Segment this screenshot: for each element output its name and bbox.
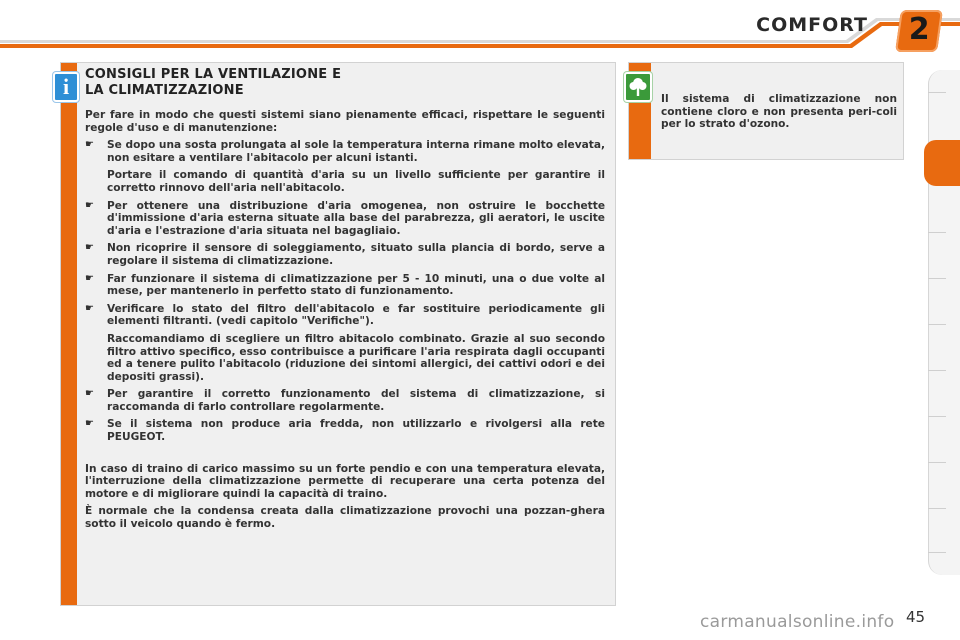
- tree-icon: [624, 72, 652, 102]
- pointing-hand-icon: ☛: [85, 272, 94, 284]
- pointing-hand-icon: ☛: [85, 139, 94, 151]
- condensation-paragraph: È normale che la condensa creata dalla climatizzazione provochi una pozzan-ghera sotto il veicolo quando è fermo.: [85, 505, 605, 531]
- intro-paragraph: Per fare in modo che questi sistemi siano pienamente efficaci, rispettare le seguenti regole d'uso e di manutenzione:: [85, 109, 605, 134]
- pointing-hand-icon: ☛: [85, 199, 94, 211]
- tab-divider: [928, 324, 946, 325]
- chapter-badge: [895, 10, 943, 52]
- advice-list-3: [85, 388, 605, 443]
- chapter-number: 2: [908, 12, 930, 47]
- pointing-hand-icon: ☛: [85, 418, 94, 430]
- eco-note-panel: [628, 62, 904, 160]
- main-panel-accent-strip: [61, 63, 77, 605]
- pointing-hand-icon: ☛: [85, 242, 94, 254]
- list-item-text: Se dopo una sosta prolungata al sole la temperatura interna rimane molto elevata, non esitare a ventilare l'abitacolo per alcuni istanti.: [107, 139, 605, 164]
- advice-list: [85, 139, 605, 164]
- list-item: [85, 388, 605, 413]
- pointing-hand-icon: ☛: [85, 388, 94, 400]
- tab-divider: [928, 370, 946, 371]
- list-item-text: Far funzionare il sistema di climatizzazione per 5 - 10 minuti, una o due volte al mese, per mantenerlo in perfetto stato di funzionamento.: [107, 272, 605, 298]
- list-item: [85, 139, 605, 164]
- info-icon: i: [53, 72, 79, 102]
- page-number: 45: [906, 608, 926, 626]
- eco-note-text: Il sistema di climatizzazione non contiene cloro e non presenta peri-coli per lo strato d'ozono.: [661, 93, 897, 131]
- list-item: [85, 418, 605, 443]
- list-item: [85, 242, 605, 267]
- spacer: [85, 449, 605, 463]
- list-item-text: Verificare lo stato del filtro dell'abitacolo e far sostituire periodicamente gli elementi filtranti. (vedi capitolo "Verifiche").: [107, 302, 605, 328]
- main-heading: [85, 67, 605, 99]
- watermark: carmanualsonline.info: [700, 612, 895, 632]
- main-heading-line-1: CONSIGLI PER LA VENTILAZIONE E: [85, 67, 342, 82]
- tab-divider: [928, 232, 946, 233]
- tab-divider: [928, 92, 946, 93]
- list-item: [85, 303, 605, 328]
- tab-divider: [928, 552, 946, 553]
- list-item-text: Se il sistema non produce aria fredda, non utilizzarlo e rivolgersi alla rete PEUGEOT.: [107, 418, 605, 444]
- list-item-text: Per ottenere una distribuzione d'aria omogenea, non ostruire le bocchette d'immissione d'aria esterna situate alla base del parabrezza, gli aeratori, le uscite d'aria e l'estrazione d'aria situata nel bagagliaio.: [107, 199, 605, 237]
- sub-paragraph-combined-filter: Raccomandiamo di scegliere un filtro abitacolo combinato. Grazie al suo secondo filtro attivo specifico, esso contribuisce a purificare l'aria respirata dagli occupanti ed a tenere pulito l'abitacolo (riduzione dei sintomi allergici, dei cattivi odori e dei depositi grassi).: [107, 332, 605, 383]
- pointing-hand-icon: ☛: [85, 302, 94, 314]
- sub-paragraph-air-quantity: Portare il comando di quantità d'aria su un livello sufficiente per garantire il corretto rinnovo dell'aria nell'abitacolo.: [107, 169, 605, 194]
- tab-divider: [928, 278, 946, 279]
- chapter-tab-active[interactable]: [924, 140, 960, 186]
- tab-divider: [928, 508, 946, 509]
- tab-divider: [928, 416, 946, 417]
- towing-paragraph: In caso di traino di carico massimo su un forte pendio e con una temperatura elevata, l'interruzione della climatizzazione permette di recuperare una certa potenza del motore e di migliorare quindi la capacità di traino.: [85, 462, 605, 500]
- main-content: [85, 67, 605, 536]
- section-title: COMFORT: [756, 14, 868, 36]
- main-heading-line-2: LA CLIMATIZZAZIONE: [85, 83, 244, 98]
- list-item-text: Per garantire il corretto funzionamento del sistema di climatizzazione, si raccomanda di farlo controllare regolarmente.: [107, 388, 605, 413]
- list-item-text: Non ricoprire il sensore di soleggiamento, situato sulla plancia di bordo, serve a regolare il sistema di climatizzazione.: [107, 242, 605, 267]
- advice-list-2: [85, 200, 605, 328]
- tab-divider: [928, 462, 946, 463]
- list-item: [85, 273, 605, 298]
- list-item: [85, 200, 605, 238]
- main-panel: [60, 62, 616, 606]
